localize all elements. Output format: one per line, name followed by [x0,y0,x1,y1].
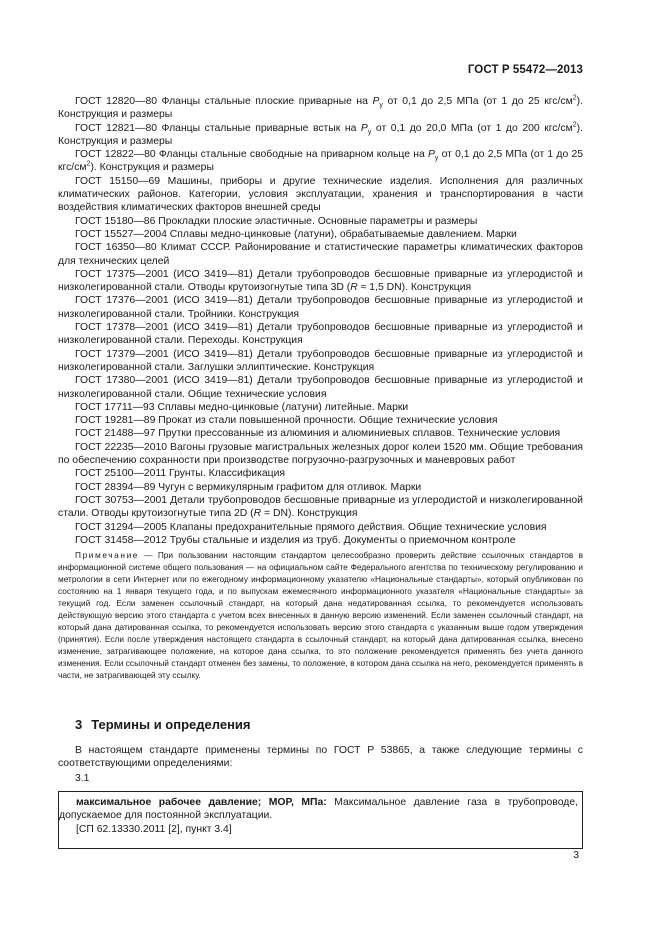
reference-item: ГОСТ 25100—2011 Грунты. Классификация [75,468,286,480]
reference-item: ГОСТ 16350—80 Климат СССР. Районирование и статистические параметры климатических факторов для технических целей [58,242,583,267]
term-number: 3.1 [75,772,90,784]
reference-item: ГОСТ 15150—69 Машины, приборы и другие технические изделия. Исполнения для различных климатических районов. Категории, условия эксплуатации, хранения и транспортирования в части воздействия климатических факторов внешней среды [58,175,583,214]
term-name: максимальное рабочее давление; [76,797,262,808]
term-source: [СП 62.13330.2011 [2], пункт 3.4] [76,823,232,835]
reference-item: ГОСТ 17379—2001 (ИСО 3419—81) Детали трубопроводов бесшовные приварные из углеродистой и низколегированной стали. Заглушки эллиптические. Конструкция [58,348,583,373]
reference-item: ГОСТ 17375—2001 (ИСО 3419—81) Детали трубопроводов бесшовные приварные из углеродистой и низколегированной стали. Отводы крутоизогнутые типа 3D (R ≈ 1,5 DN). Конструкция [58,268,583,294]
reference-item: ГОСТ 17378—2001 (ИСО 3419—81) Детали трубопроводов бесшовные приварные из углеродистой и низколегированной стали. Переходы. Конструкция [58,322,583,347]
term-abbreviation: МОР, МПа: [261,797,327,808]
reference-item: ГОСТ 30753—2001 Детали трубопроводов бесшовные приварные из углеродистой и низколегированной стали. Отводы крутоизогнутые типа 2D (R = DN). Конструкция [58,494,583,520]
reference-item: ГОСТ 17711—93 Сплавы медно-цинковые (латуни) литейные. Марки [75,401,409,413]
reference-item: ГОСТ 22235—2010 Вагоны грузовые магистральных железных дорог колеи 1520 мм. Общие требования по обеспечению сохранности при производстве погрузочно-разгрузочных и маневровых работ [58,441,583,467]
reference-item: ГОСТ 12822—80 Фланцы стальные свободные на приварном кольце на $P_y$ от 0,1 до 2,5 МПа (от 1 до 25 кгс/$см^2$). Конструкция и размеры [58,149,583,174]
note-label: Примечание [75,550,140,560]
reference-item: ГОСТ 17380—2001 (ИСО 3419—81) Детали трубопроводов бесшовные приварные из углеродистой и низколегированной стали. Общие технические условия [58,375,583,400]
reference-item: ГОСТ 15527—2004 Сплавы медно-цинковые (латуни), обрабатываемые давлением. Марки [75,228,517,240]
section-heading [75,717,251,732]
page-number: 3 [573,850,579,861]
term-definition: Максимальное давление газа в трубопроводе, допускаемое для постоянной эксплуатации. [59,797,578,822]
reference-item: ГОСТ 31294—2005 Клапаны предохранительные прямого действия. Общие технические условия [75,521,547,533]
note-text: — При пользовании настоящим стандартом целесообразно проверить действие ссылочных стандартов в информационной системе общего пользования — на официальном сайте Федерального агентства по техническому регулированию и метрологии в сети Интернет или по ежегодному информационному указателю «Национальные стандарты», который опубликован по состоянию на 1 января текущего года, и по выпускам ежемесячного информационного указателя «Национальные стандарты» за текущий год. Если заменен ссылочный стандарт, на который дана недатированная ссылка, то рекомендуется использовать действующую версию этого стандарта с учетом всех внесенных в данную версию изменений. Если заменен ссылочный стандарт, на который дана датированная ссылка, то рекомендуется использовать версию этого стандарта с указанным выше годом утверждения (принятия). Если после утверждения настоящего стандарта в ссылочный стандарт, на который дана датированная ссылка, внесено изменение, затрагивающее положение, на которое дана ссылка, то это положение рекомендуется применять без учета данного изменения. Если ссылочный стандарт отменен без замены, то положение, в котором дана ссылка на него, рекомендуется применять в части, не затрагивающей эту ссылку. [58,550,583,680]
reference-item: ГОСТ 12821—80 Фланцы стальные приварные встык на $P_y$ от 0,1 до 20,0 МПа (от 1 до 200 кгс/$см^2$). Конструкция и размеры [58,121,583,147]
reference-item: ГОСТ 31458—2012 Трубы стальные и изделия из труб. Документы о приемочном контроле [75,534,516,546]
reference-item: ГОСТ 15180—86 Прокладки плоские эластичные. Основные параметры и размеры [75,215,478,227]
reference-item: ГОСТ 21488—97 Прутки прессованные из алюминия и алюминиевых сплавов. Технические условия [75,428,561,440]
reference-item: ГОСТ 28394—89 Чугун с вермикулярным графитом для отливок. Марки [75,481,422,493]
section-title: Термины и определения [91,717,251,732]
references-list [58,95,583,547]
note-block [58,549,583,681]
document-header: ГОСТ Р 55472—2013 [467,64,583,76]
intro-text: В настоящем стандарте применены термины по ГОСТ Р 53865, а также следующие термины с соответствующими определениями: [58,745,583,770]
term-definition-box [58,791,583,849]
reference-item: ГОСТ 17376—2001 (ИСО 3419—81) Детали трубопроводов бесшовные приварные из углеродистой и низколегированной стали. Тройники. Конструкция [58,295,583,320]
reference-item: ГОСТ 12820—80 Фланцы стальные плоские приварные на $P_y$ от 0,1 до 2,5 МПа (от 1 до 25 кгс/$см^2$). Конструкция и размеры [58,94,583,121]
reference-item: ГОСТ 19281—89 Прокат из стали повышенной прочности. Общие технические условия [75,415,498,427]
section-intro [58,744,583,785]
section-number: 3 [75,717,83,732]
